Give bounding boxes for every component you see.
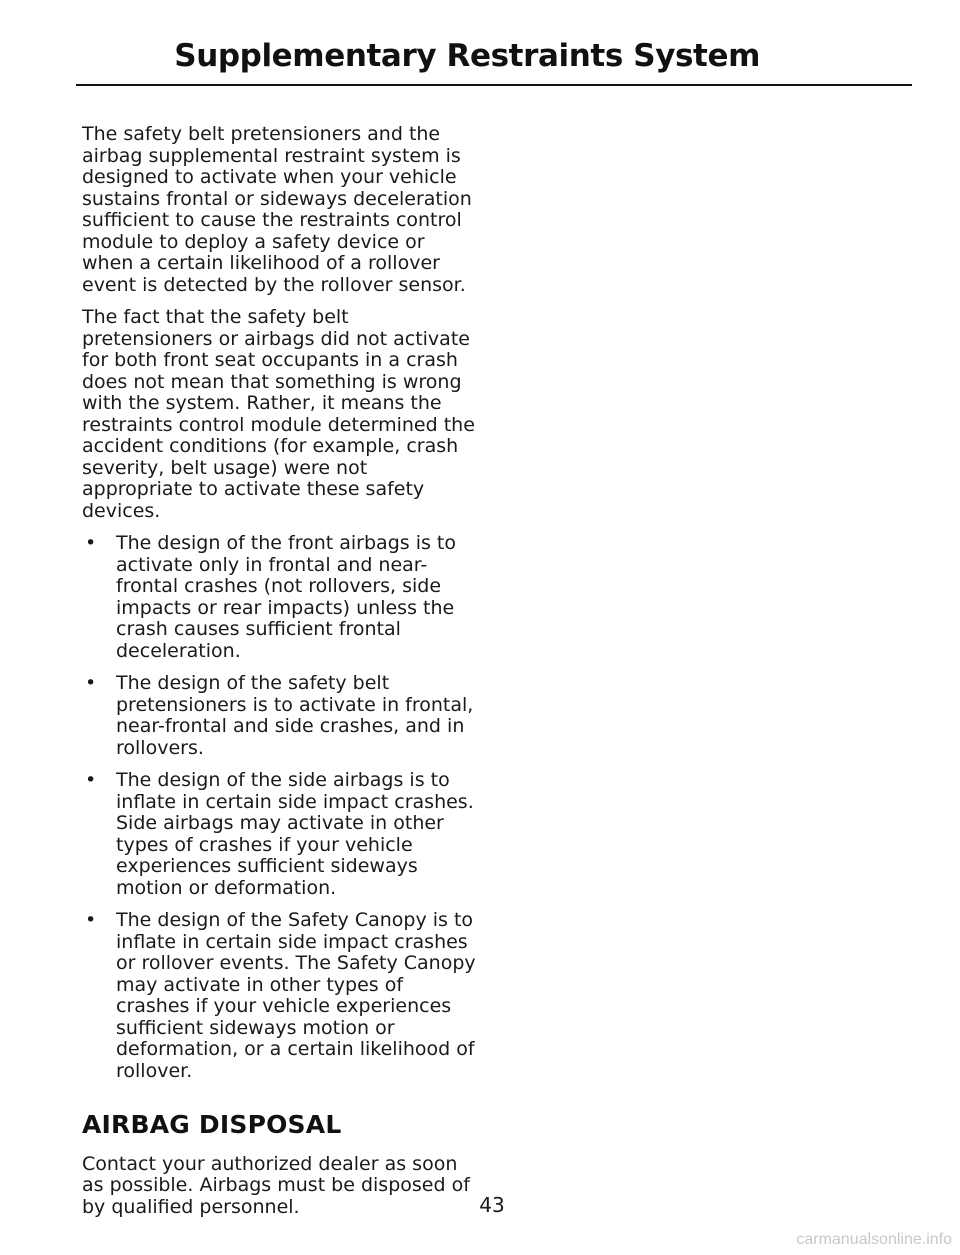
section-heading-airbag-disposal: AIRBAG DISPOSAL bbox=[82, 1110, 342, 1139]
page-header-title: Supplementary Restraints System bbox=[174, 38, 760, 74]
bullet-text: The design of the Safety Canopy is to inflate in certain side impact crashes or rollover events. The Safety Canopy may activate in other types of crashes if your vehicle experiences sufficient sideways motion or deformation, or a certain likelihood of rollover. bbox=[116, 909, 476, 1082]
bullet-text: The design of the side airbags is to inflate in certain side impact crashes. Side airbags may activate in other types of crashes if your vehicle experiences sufficient sideways motion or deformation. bbox=[116, 769, 474, 899]
header-divider bbox=[76, 84, 912, 86]
bullet-marker: • bbox=[85, 672, 97, 694]
intro-paragraph-2: The fact that the safety belt pretensioners or airbags did not activate for both front seat occupants in a crash does not mean that something is wrong with the system. Rather, it means the restraints control module determined the accident conditions (for example, crash severity, belt usage) were not appropriate to activate these safety devices. bbox=[82, 306, 475, 522]
page-number: 43 bbox=[479, 1193, 505, 1217]
list-item bbox=[82, 533, 478, 662]
airbag-disposal-paragraph: Contact your authorized dealer as soon as possible. Airbags must be disposed of by qualified personnel. bbox=[82, 1152, 470, 1218]
bullet-text: The design of the front airbags is to activate only in frontal and near-frontal crashes (not rollovers, side impacts or rear impacts) unless the crash causes sufficient frontal deceleration. bbox=[116, 532, 456, 662]
list-item bbox=[82, 770, 478, 899]
list-item bbox=[82, 910, 478, 1082]
bullet-marker: • bbox=[85, 769, 97, 791]
watermark-text: carmanualsonline.info bbox=[796, 1231, 952, 1248]
bullet-marker: • bbox=[85, 909, 97, 931]
list-item bbox=[82, 673, 478, 759]
intro-paragraph-1: The safety belt pretensioners and the airbag supplemental restraint system is designed to activate when your vehicle sustains frontal or sideways deceleration sufficient to cause the restraints control module to deploy a safety device or when a certain likelihood of a rollover event is detected by the rollover sensor. bbox=[82, 123, 472, 296]
bullet-marker: • bbox=[85, 532, 97, 554]
bullet-text: The design of the safety belt pretensioners is to activate in frontal, near-frontal and side crashes, and in rollovers. bbox=[116, 672, 474, 759]
bullet-list bbox=[82, 533, 478, 1082]
main-column bbox=[82, 124, 478, 1229]
